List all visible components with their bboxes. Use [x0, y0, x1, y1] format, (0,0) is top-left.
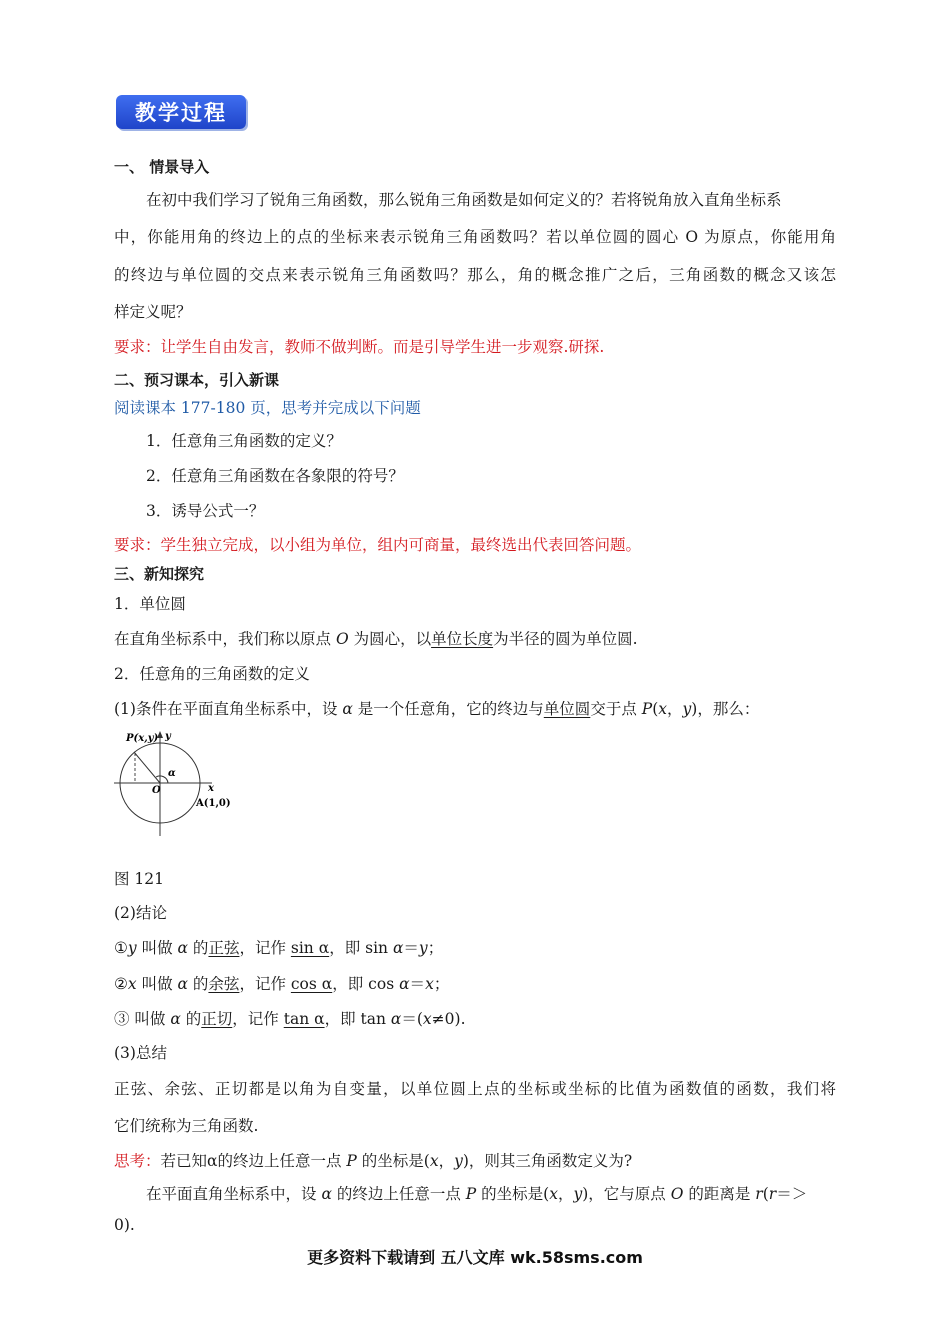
unit-circle-figure	[112, 728, 242, 838]
conclusion-heading: (2)结论	[114, 904, 167, 922]
section-2-title: 二、预习课本，引入新课	[114, 371, 280, 389]
summary-line-1: 正弦、余弦、正切都是以角为自变量，以单位圆上点的坐标或坐标的比值为函数值的函数，我们将	[114, 1080, 836, 1098]
intro-paragraph-line-1: 在初中我们学习了锐角三角函数，那么锐角三角函数是如何定义的？若将锐角放入直角坐标系	[146, 191, 782, 209]
cosine-definition: ②x 叫做 α 的余弦，记作 cos α，即 cos α＝x；	[114, 975, 450, 993]
item-unit-circle: 1．单位圆	[114, 595, 186, 613]
figure-caption: 图 121	[114, 870, 165, 888]
question-3: 3．诱导公式一？	[146, 502, 265, 520]
section-1-title: 一、 情景导入	[114, 158, 210, 176]
intro-paragraph-line-3: 的终边与单位圆的交点来表示锐角三角函数吗？那么，角的概念推广之后，三角函数的概念又该怎	[114, 266, 836, 284]
general-definition-line-1: 在平面直角坐标系中，设 α 的终边上任意一点 P 的坐标是(x，y)，它与原点 O 的距离是 r(r＝＞	[146, 1185, 808, 1203]
unit-circle-definition: 在直角坐标系中，我们称以原点 O 为圆心，以单位长度为半径的圆为单位圆.	[114, 630, 638, 648]
angle-arc	[156, 776, 168, 783]
tangent-definition: ③ 叫做 α 的正切，记作 tan α，即 tan α＝(x≠0).	[114, 1010, 466, 1028]
origin-label: O	[152, 785, 161, 796]
requirement-2: 要求：学生独立完成，以小组为单位，组内可商量，最终选出代表回答问题。	[114, 536, 642, 554]
general-definition-line-2: 0).	[114, 1216, 135, 1234]
y-axis-label: y	[165, 731, 171, 742]
requirement-1: 要求：让学生自由发言，教师不做判断。而是引导学生进一步观察.研探.	[114, 338, 605, 356]
question-2: 2．任意角三角函数在各象限的符号？	[146, 467, 404, 485]
item-trig-definition: 2．任意角的三角函数的定义	[114, 665, 310, 683]
point-p-label: P(x,y)	[126, 733, 159, 744]
x-axis-label: x	[208, 783, 214, 794]
section-banner: 教学过程	[116, 95, 246, 129]
footer-download-link[interactable]: 更多资料下载请到 五八文库 wk.58sms.com	[307, 1248, 643, 1267]
intro-paragraph-line-4: 样定义呢？	[114, 303, 192, 321]
condition-text: (1)条件在平面直角坐标系中，设 α 是一个任意角，它的终边与单位圆交于点 P(x，y)，那么：	[114, 700, 760, 718]
sine-definition: ①y 叫做 α 的正弦，记作 sin α，即 sin α＝y；	[114, 939, 444, 957]
section-3-title: 三、新知探究	[114, 565, 205, 583]
question-1: 1．任意角三角函数的定义？	[146, 432, 342, 450]
summary-line-2: 它们统称为三角函数.	[114, 1117, 259, 1135]
terminal-side	[134, 752, 160, 783]
think-question: 思考：若已知α的终边上任意一点 P 的坐标是(x，y)，则其三角函数定义为?	[114, 1152, 633, 1170]
alpha-label: α	[168, 768, 176, 779]
point-a-label: A(1,0)	[196, 798, 231, 809]
intro-paragraph-line-2: 中，你能用角的终边上的点的坐标来表示锐角三角函数吗？若以单位圆的圆心 O 为原点，你能用角	[114, 228, 836, 246]
reading-instruction: 阅读课本 177-180 页，思考并完成以下问题	[114, 399, 421, 417]
summary-heading: (3)总结	[114, 1044, 167, 1062]
